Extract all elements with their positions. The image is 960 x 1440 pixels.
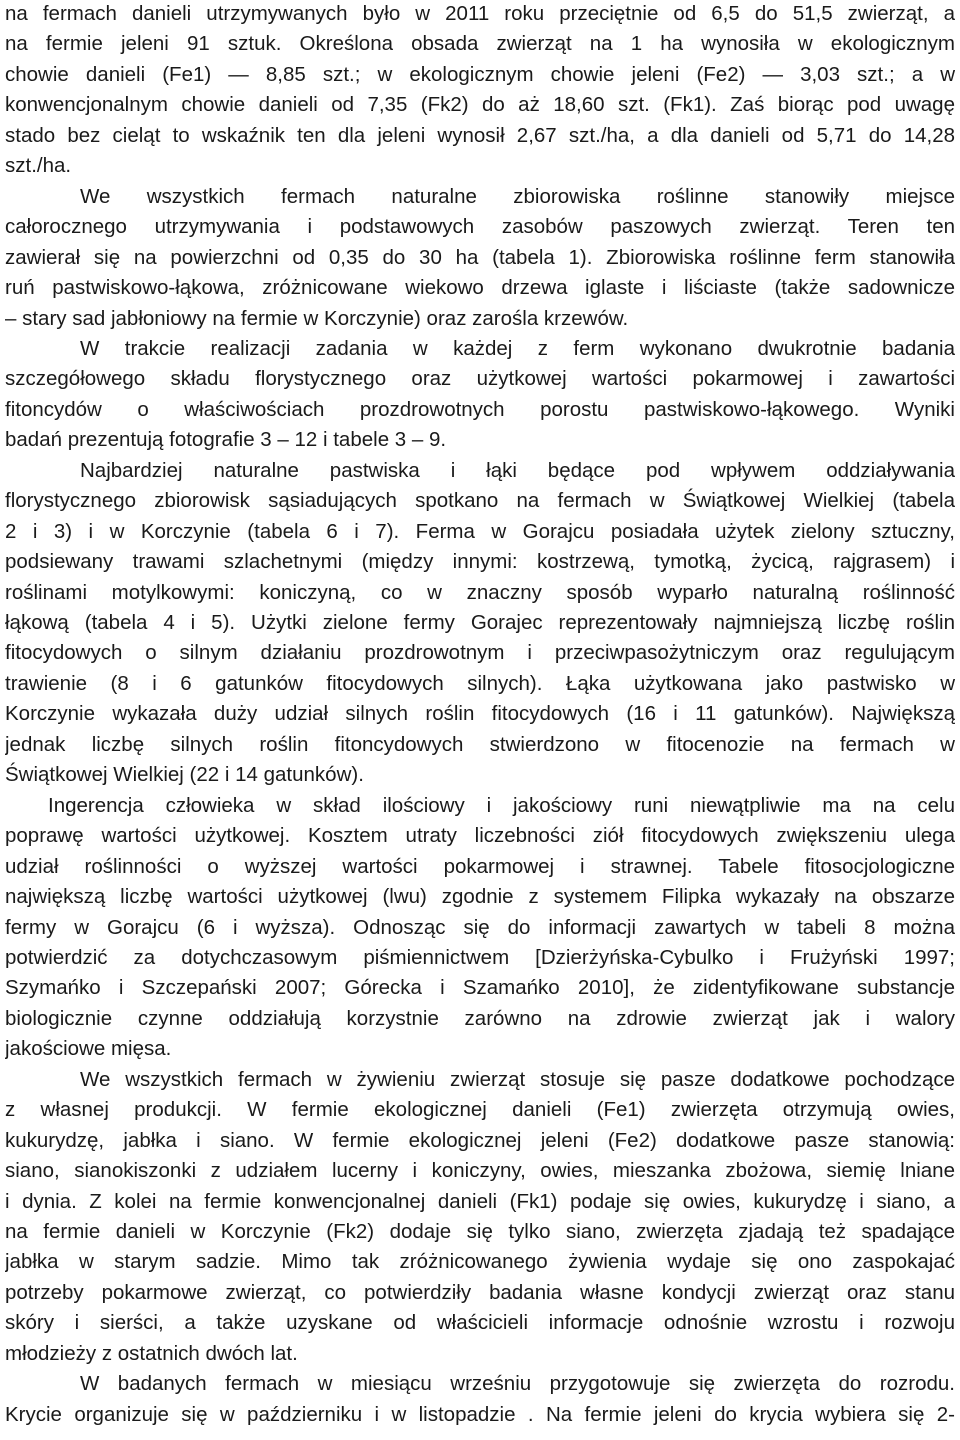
text-line: biologicznie czynne oddziałują korzystnie zarówno na zdrowie zwierząt jak i walory xyxy=(5,1006,955,1030)
text-line: szt./ha. xyxy=(5,154,72,178)
text-line: badań prezentują fotografie 3 – 12 i tabele 3 – 9. xyxy=(5,428,447,452)
text-line: fitoncydów o właściwościach prozdrowotnych porostu pastwiskowo-łąkowego. Wyniki xyxy=(5,397,955,421)
text-line: Najbardziej naturalne pastwiska i łąki będące pod wpływem oddziaływania xyxy=(80,458,955,482)
text-line: chowie danieli (Fe1) — 8,85 szt.; w ekologicznym chowie jeleni (Fe2) — 3,03 szt.; a w xyxy=(5,62,955,86)
text-line: W badanych fermach w miesiącu wrześniu przygotowuje się zwierzęta do rozrodu. xyxy=(80,1372,955,1396)
text-line: potrzeby pokarmowe zwierząt, co potwierdziły badania własne kondycji zwierząt oraz stanu xyxy=(5,1280,955,1304)
text-line: Świątkowej Wielkiej (22 i 14 gatunków). xyxy=(5,763,364,787)
text-line: jednak liczbę silnych roślin fitoncydowych stwierdzono w fitocenozie na fermach w xyxy=(5,732,955,756)
text-line: florystycznego zbiorowisk sąsiadujących spotkano na fermach w Świątkowej Wielkiej (tabela xyxy=(5,489,955,513)
text-line: szczegółowego składu florystycznego oraz użytkowej wartości pokarmowej i zawartości xyxy=(5,367,955,391)
text-line: udział roślinności o wyższej wartości pokarmowej i strawnej. Tabele fitosocjologiczne xyxy=(5,854,955,878)
text-line: 2 i 3) i w Korczynie (tabela 6 i 7). Ferma w Gorajcu posiadała użytek zielony sztuczny, xyxy=(5,519,955,543)
text-line: największą liczbę wartości użytkowej (lwu) zgodnie z systemem Filipka wykazały na obszarze xyxy=(5,885,955,909)
text-line: Krycie organizuje się w październiku i w listopadzie . Na fermie jeleni do krycia wybiera się 2- xyxy=(5,1402,955,1426)
text-line: jakościowe mięsa. xyxy=(5,1037,172,1061)
text-line: łąkową (tabela 4 i 5). Użytki zielone fermy Gorajec reprezentowały najmniejszą liczbę roślin xyxy=(5,611,955,634)
text-line: i dynia. Z kolei na fermie konwencjonalnej danieli (Fk1) podaje się owies, kukurydzę i siano, a xyxy=(5,1189,955,1213)
text-line: We wszystkich fermach naturalne zbiorowiska roślinne stanowiły miejsce xyxy=(80,184,955,208)
text-line: fermy w Gorajcu (6 i wyższa). Odnosząc się do informacji zawartych w tabeli 8 można xyxy=(5,915,955,939)
text-line: trawienie (8 i 6 gatunków fitocydowych silnych). Łąka użytkowana jako pastwisko w xyxy=(5,671,955,695)
text-line: roślinami motylkowymi: koniczyną, co w znaczny sposób wyparło naturalną roślinność xyxy=(5,580,955,604)
text-line: na fermie jeleni 91 sztuk. Określona obsada zwierząt na 1 ha wynosiła w ekologicznym xyxy=(5,32,955,56)
text-line: stado bez cieląt to wskaźnik ten dla jeleni wynosił 2,67 szt./ha, a dla danieli od 5,71 do 14,28 xyxy=(5,123,955,147)
text-line: konwencjonalnym chowie danieli od 7,35 (Fk2) do aż 18,60 szt. (Fk1). Zaś biorąc pod uwagę xyxy=(5,93,955,117)
text-line: zawierał się na powierzchni od 0,35 do 30 ha (tabela 1). Zbiorowiska roślinne ferm stanowiła xyxy=(5,245,955,269)
text-line: W trakcie realizacji zadania w każdej z ferm wykonano dwukrotnie badania xyxy=(80,336,955,360)
text-line: z własnej produkcji. W fermie ekologicznej danieli (Fe1) zwierzęta otrzymują owies, xyxy=(5,1098,955,1122)
text-line: Ingerencja człowieka w skład ilościowy i jakościowy runi niewątpliwie ma na celu xyxy=(48,793,955,817)
text-line: Korczynie wykazała duży udział silnych roślin fitocydowych (16 i 11 gatunków). Największą xyxy=(5,702,955,726)
text-line: siano, sianokiszonki z udziałem lucerny i koniczyny, owies, mieszanka zbożowa, siemię lniane xyxy=(5,1159,955,1183)
text-line: We wszystkich fermach w żywieniu zwierząt stosuje się pasze dodatkowe pochodzące xyxy=(80,1067,955,1091)
text-line: fitocydowych o silnym działaniu prozdrowotnym i przeciwpasożytniczym oraz regulującym xyxy=(5,641,955,665)
text-line: na fermach danieli utrzymywanych było w 2011 roku przeciętnie od 6,5 do 51,5 zwierząt, a xyxy=(5,2,955,25)
text-line: – stary sad jabłoniowy na fermie w Korczynie) oraz zarośla krzewów. xyxy=(5,306,629,330)
text-line: kukurydzę, jabłka i siano. W fermie ekologicznej jeleni (Fe2) dodatkowe pasze stanowią: xyxy=(5,1128,955,1152)
text-line: na fermie danieli w Korczynie (Fk2) dodaje się tylko siano, zwierzęta zjadają też spadające xyxy=(5,1220,955,1243)
text-line: poprawę wartości użytkowej. Kosztem utraty liczebności ziół fitocydowych zwiększeniu ulega xyxy=(5,824,955,848)
text-line: ruń pastwiskowo-łąkowa, zróżnicowane wiekowo drzewa iglaste i liściaste (także sadownicze xyxy=(5,276,955,300)
text-line: Szymańko i Szczepański 2007; Górecka i Szamańko 2010], że zidentyfikowane substancje xyxy=(5,976,955,1000)
text-line: młodzieży z ostatnich dwóch lat. xyxy=(5,1341,298,1365)
text-line: całorocznego utrzymywania i podstawowych zasobów paszowych zwierząt. Teren ten xyxy=(5,215,955,239)
text-line: skóry i sierści, a także uzyskane od właścicieli informacje odnośnie wzrostu i rozwoju xyxy=(5,1311,955,1335)
text-line: potwierdzić za dotychczasowym piśmiennictwem [Dzierżyńska-Cybulko i Frużyński 1997; xyxy=(5,945,955,969)
text-line: podsiewany trawami szlachetnymi (między innymi: kostrzewą, tymotką, życicą, rajgrasem) i xyxy=(5,550,955,574)
text-line: jabłka w starym sadzie. Mimo tak zróżnicowanego żywienia wydaje się ono zaspokajać xyxy=(5,1250,955,1274)
